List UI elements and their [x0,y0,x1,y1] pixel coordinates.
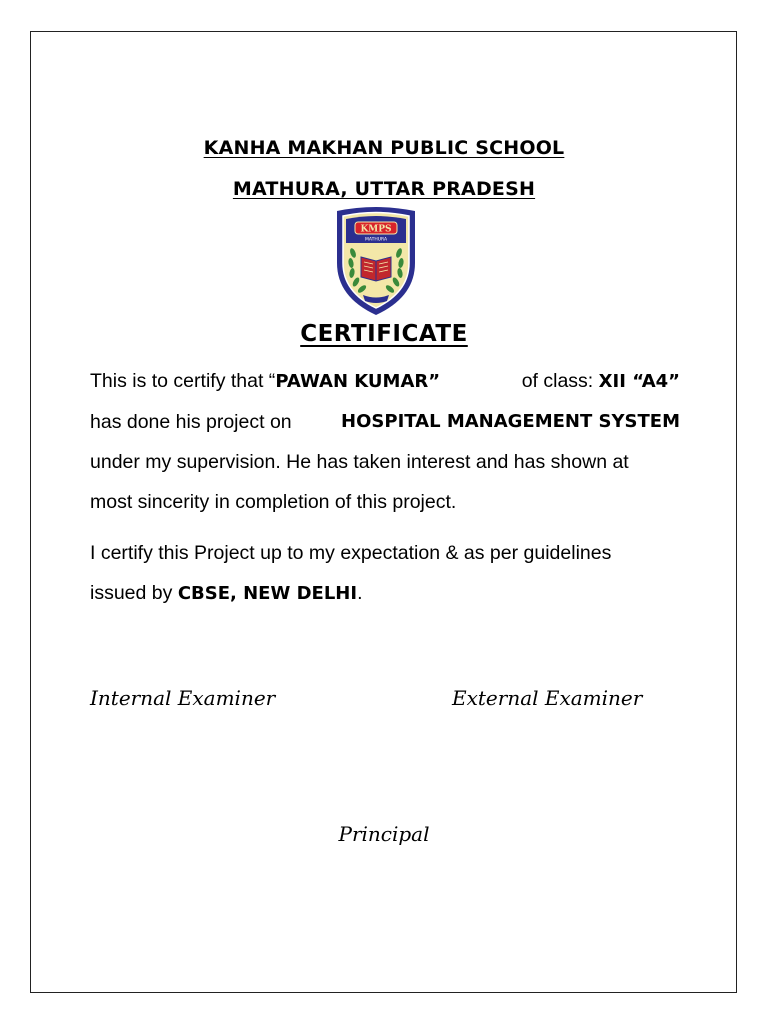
certificate-paragraph-1 [90,361,680,522]
school-location: MATHURA, UTTAR PRADESH [232,178,536,200]
paragraph-1-line-2 [90,402,680,442]
paragraph-2-line-2 [90,573,680,614]
internal-examiner-signature: Internal Examiner [90,686,276,710]
project-label: has done his project on [90,411,292,433]
certificate-paragraph-2 [90,533,680,614]
certificate-title: CERTIFICATE [300,321,468,347]
crest-city: MATHURA [364,237,388,243]
paragraph-1-line-1 [90,361,680,402]
school-name: KANHA MAKHAN PUBLIC SCHOOL [203,137,565,159]
paragraph-2-line-1: I certify this Project up to my expectation & as per guidelines [90,542,612,564]
paragraph-1-line-4: most sincerity in completion of this project. [90,491,457,513]
issued-by-label: issued by [90,582,178,604]
project-title: HOSPITAL MANAGEMENT SYSTEM [341,411,680,432]
certify-text: This is to certify that “ [90,370,276,392]
school-crest-logo [333,205,419,317]
paragraph-1-line-3: under my supervision. He has taken interest and has shown at [90,451,629,473]
period: . [357,582,363,604]
external-examiner-signature: External Examiner [452,686,643,710]
class-label: of class: [521,370,599,392]
class-name: XII “A4” [598,371,680,392]
principal-signature: Principal [338,822,430,846]
board-name: CBSE, NEW DELHI [177,583,358,604]
student-name: PAWAN KUMAR” [275,371,441,392]
crest-abbreviation: KMPS [360,224,392,235]
